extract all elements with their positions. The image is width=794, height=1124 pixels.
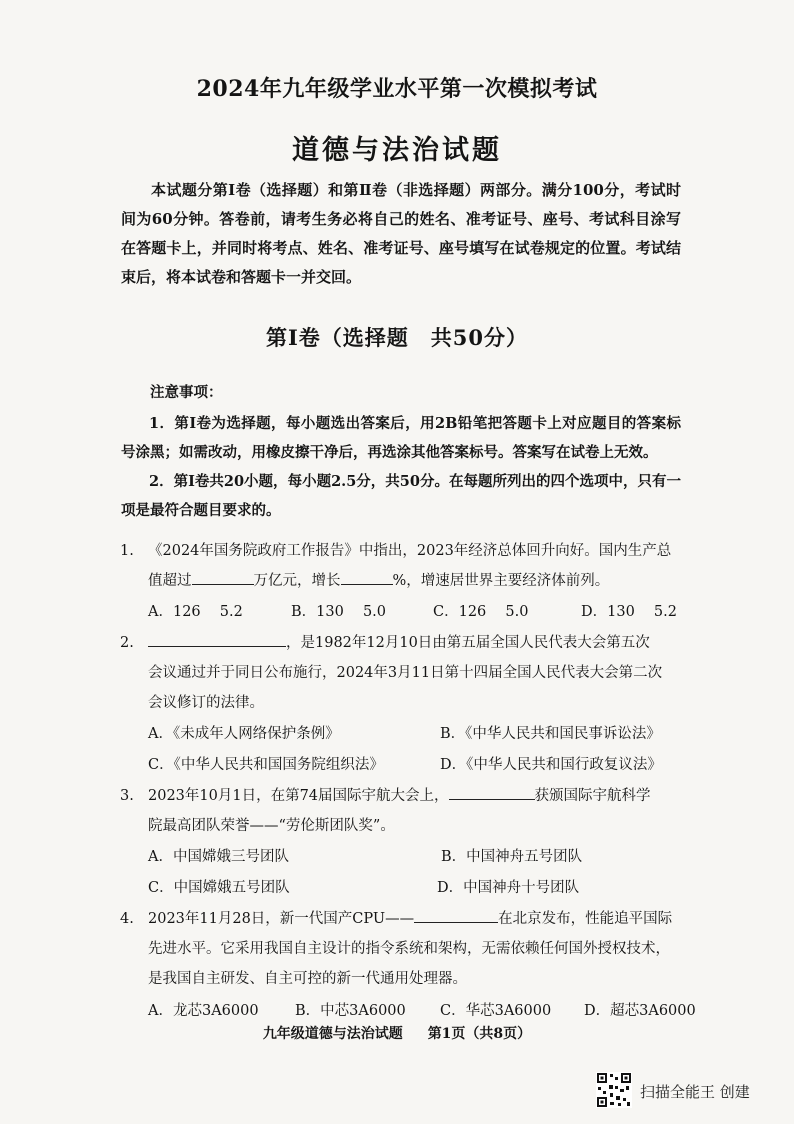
question-text: 值超过 bbox=[148, 573, 192, 589]
question-text: 是我国自主研发、自主可控的新一代通用处理器。 bbox=[148, 971, 467, 987]
option-c: C．中国嫦娥五号团队 bbox=[148, 880, 290, 896]
note-item-2: 2．第Ⅰ卷共20小题，每小题2.5分，共50分。在每题所列出的四个选项中，只有一项是最符合题目要求的。 bbox=[121, 473, 681, 519]
option-d: D．超芯3A6000 bbox=[584, 1003, 696, 1019]
option-b: B．中芯3A6000 bbox=[295, 1003, 406, 1019]
question-text: 《2024年国务院政府工作报告》中指出，2023年经济总体回升向好。国内生产总 bbox=[148, 543, 672, 559]
note-item-1: 1．第Ⅰ卷为选择题，每小题选出答案后，用2B铅笔把答题卡上对应题目的答案标号涂黑；如需改动，用橡皮擦干净后，再选涂其他答案标号。答案写在试卷上无效。 bbox=[121, 415, 681, 461]
qr-code-icon bbox=[596, 1072, 632, 1108]
option-a: A．龙芯3A6000 bbox=[148, 1003, 259, 1019]
question-number: 1. bbox=[120, 543, 134, 559]
option-b: B．130 5.0 bbox=[291, 604, 387, 620]
option-d: D．130 5.2 bbox=[581, 604, 677, 620]
option-b: B．《中华人民共和国民事诉讼法》 bbox=[440, 726, 661, 742]
question-number: 2. bbox=[120, 635, 134, 651]
question-text: 会议修订的法律。 bbox=[148, 695, 264, 711]
notes-heading: 注意事项： bbox=[150, 384, 223, 401]
question-number: 3. bbox=[120, 788, 134, 804]
page-number: 第1页（共8页） bbox=[427, 1026, 532, 1042]
subject-title: 道德与法治试题 bbox=[292, 135, 502, 166]
answer-blank bbox=[192, 568, 254, 585]
question-text: 获颁国际宇航科学 bbox=[534, 788, 651, 804]
question-text: 2023年10月1日，在第74届国际宇航大会上， bbox=[148, 788, 449, 804]
section-title: 第Ⅰ卷（选择题 共50分） bbox=[265, 325, 529, 350]
question-text: 会议通过并于同日公布施行，2024年3月11日第十四届全国人民代表大会第二次 bbox=[148, 665, 663, 681]
answer-blank bbox=[449, 783, 535, 800]
question-text: ，是1982年12月10日由第五届全国人民代表大会第五次 bbox=[286, 635, 650, 651]
option-a: A．《未成年人网络保护条例》 bbox=[148, 726, 340, 742]
answer-blank bbox=[148, 630, 286, 647]
question-text: 院最高团队荣誉——“劳伦斯团队奖”。 bbox=[148, 818, 395, 834]
answer-blank bbox=[414, 906, 498, 923]
question-4 bbox=[120, 904, 686, 994]
option-d: D．《中华人民共和国行政复议法》 bbox=[440, 757, 662, 773]
option-a: A．中国嫦娥三号团队 bbox=[148, 849, 289, 865]
question-1 bbox=[120, 536, 686, 596]
option-c: C．华芯3A6000 bbox=[440, 1003, 552, 1019]
question-2 bbox=[120, 628, 686, 718]
footer-subject: 九年级道德与法治试题 bbox=[262, 1026, 403, 1042]
option-c: C．126 5.0 bbox=[433, 604, 529, 620]
option-c: C．《中华人民共和国国务院组织法》 bbox=[148, 757, 384, 773]
question-text: 先进水平。它采用我国自主设计的指令系统和架构，无需依赖任何国外授权技术， bbox=[148, 941, 670, 957]
question-text: 万亿元，增长 bbox=[253, 573, 341, 589]
question-text: 2023年11月28日，新一代国产CPU—— bbox=[148, 911, 415, 927]
option-d: D．中国神舟十号团队 bbox=[437, 880, 580, 896]
page-footer bbox=[0, 1023, 794, 1043]
scanner-stamp bbox=[596, 1072, 786, 1112]
exam-title: 2024年九年级学业水平第一次模拟考试 bbox=[196, 76, 598, 102]
option-b: B．中国神舟五号团队 bbox=[441, 849, 583, 865]
question-text: %，增速居世界主要经济体前列。 bbox=[392, 573, 610, 589]
question-text: 在北京发布，性能追平国际 bbox=[498, 911, 673, 927]
question-3 bbox=[120, 781, 686, 841]
answer-blank bbox=[341, 568, 393, 585]
option-a: A．126 5.2 bbox=[148, 604, 243, 620]
question-number: 4. bbox=[120, 911, 134, 927]
intro-paragraph: 本试题分第Ⅰ卷（选择题）和第Ⅱ卷（非选择题）两部分。满分100分，考试时间为60分钟。答卷前，请考生务必将自己的姓名、准考证号、座号、考试科目涂写在答题卡上，并同时将考点、姓名、准考证号、座号填写在试卷规定的位置。考试结束后，将本试卷和答题卡一并交回。 bbox=[121, 181, 681, 286]
stamp-text: 扫描全能王 创建 bbox=[640, 1083, 750, 1101]
